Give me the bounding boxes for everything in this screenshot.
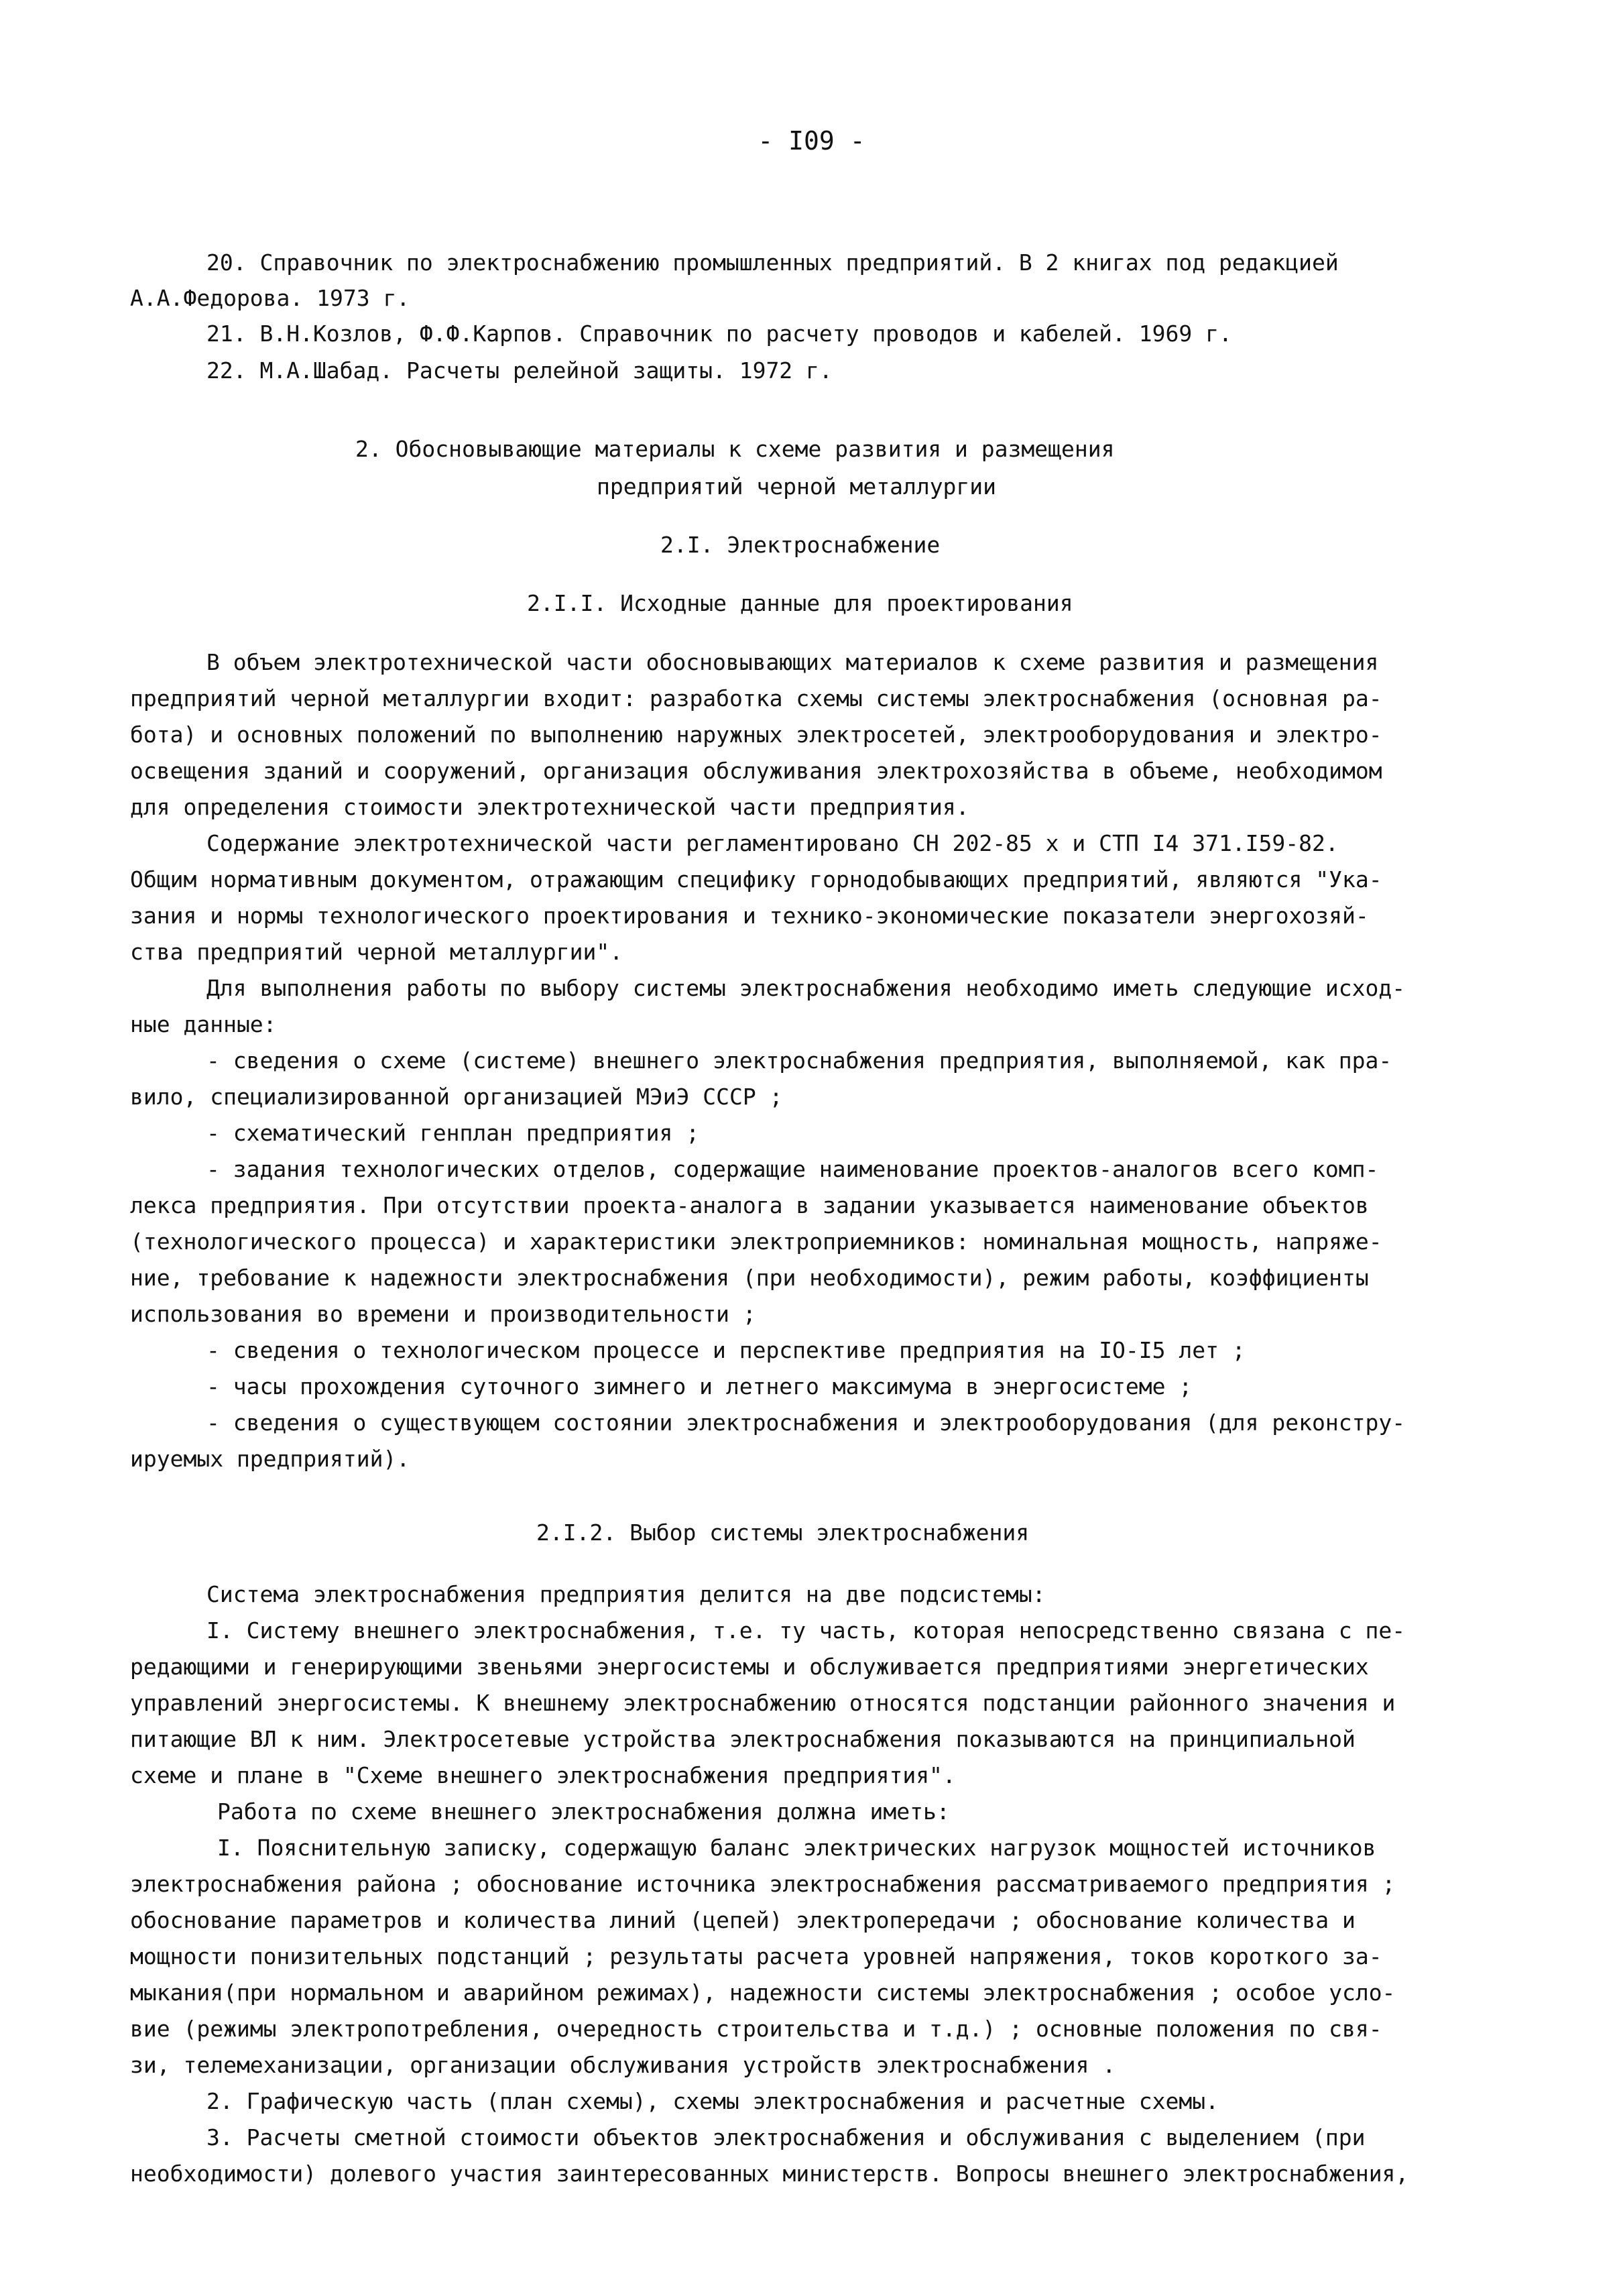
paragraph-line: освещения зданий и сооружений, организация обслуживания электрохозяйства в объеме, необходимом: [130, 758, 1382, 784]
paragraph-line: мощности понизительных подстанций ; результаты расчета уровней напряжения, токов короткого за-: [130, 1943, 1382, 1969]
paragraph-line: Для выполнения работы по выбору системы электроснабжения необходимо иметь следующие исход-: [206, 975, 1406, 1001]
paragraph-line: для определения стоимости электротехнической части предприятия.: [130, 794, 969, 820]
list-item-line: вило, специализированной организацией МЭиЭ СССР ;: [130, 1084, 783, 1110]
paragraph-line: вие (режимы электропотребления, очередность строительства и т.д.) ; основные положения по свя-: [130, 2016, 1382, 2042]
paragraph-line: электроснабжения района ; обоснование источника электроснабжения рассматриваемого предприятия ;: [130, 1871, 1396, 1897]
list-item-line: - сведения о существующем состоянии электроснабжения и электрооборудования (для реконстру-: [206, 1410, 1406, 1436]
list-item-line: - схематический генплан предприятия ;: [206, 1120, 700, 1146]
reference-21: 21. В.Н.Козлов, Ф.Ф.Карпов. Справочник по расчету проводов и кабелей. 1969 г.: [206, 321, 1232, 347]
list-item-line: лекса предприятия. При отсутствии проекта-аналога в задании указывается наименование объектов: [130, 1192, 1369, 1218]
paragraph-line: схеме и плане в "Схеме внешнего электроснабжения предприятия".: [130, 1762, 956, 1788]
subsubsection-title-1: 2.I.I. Исходные данные для проектирования: [527, 590, 1073, 616]
paragraph-line: Содержание электротехнической части регламентировано СН 202-85 x и СТП I4 371.I59-82.: [206, 830, 1339, 856]
section-title-line-1: 2. Обосновывающие материалы к схеме развития и размещения: [355, 436, 1115, 462]
list-item-line: - часы прохождения суточного зимнего и летнего максимума в энергосистеме ;: [206, 1373, 1193, 1399]
paragraph-line: ства предприятий черной металлургии".: [130, 939, 623, 965]
list-item-line: ируемых предприятий).: [130, 1446, 410, 1472]
section-title-line-2: предприятий черной металлургии: [597, 473, 997, 500]
paragraph-line: В объем электротехнической части обосновывающих материалов к схеме развития и размещения: [206, 649, 1379, 675]
paragraph-line: необходимости) долевого участия заинтересованных министерств. Вопросы внешнего электроснабжения,: [130, 2161, 1409, 2187]
paragraph-line: редающими и генерирующими звеньями энергосистемы и обслуживается предприятиями энергетических: [130, 1654, 1369, 1680]
list-item-line: ние, требование к надежности электроснабжения (при необходимости), режим работы, коэффициенты: [130, 1265, 1369, 1291]
list-item-line: - сведения о схеме (системе) внешнего электроснабжения предприятия, выполняемой, как пра-: [206, 1047, 1392, 1074]
list-item-line: использования во времени и производительности ;: [130, 1301, 756, 1327]
list-item-line: (технологического процесса) и характеристики электроприемников: номинальная мощность, напряже-: [130, 1228, 1382, 1255]
paragraph-line: 2. Графическую часть (план схемы), схемы электроснабжения и расчетные схемы.: [206, 2088, 1219, 2114]
paragraph-line: зания и нормы технологического проектирования и технико-экономические показатели энергохозяй-: [130, 903, 1369, 929]
subsubsection-title-2: 2.I.2. Выбор системы электроснабжения: [536, 1519, 1030, 1546]
paragraph-line: Общим нормативным документом, отражающим специфику горнодобывающих предприятий, являются "Ука-: [130, 866, 1382, 893]
paragraph-line: питающие ВЛ к ним. Электросетевые устройства электроснабжения показываются на принципиальной: [130, 1726, 1356, 1752]
paragraph-line: зи, телемеханизации, организации обслуживания устройств электроснабжения .: [130, 2052, 1116, 2078]
paragraph-line: I. Пояснительную записку, содержащую баланс электрических нагрузок мощностей источников: [217, 1835, 1376, 1861]
paragraph-line: мыкания(при нормальном и аварийном режимах), надежности системы электроснабжения ; особое усло-: [130, 1979, 1396, 2006]
list-item-line: - задания технологических отделов, содержащие наименование проектов-аналогов всего комп-: [206, 1156, 1379, 1182]
reference-20-line-2: А.А.Федорова. 1973 г.: [130, 285, 410, 311]
paragraph-line: предприятий черной металлургии входит: разработка схемы системы электроснабжения (основная ра-: [130, 685, 1382, 711]
list-item-line: - сведения о технологическом процессе и перспективе предприятия на IO-I5 лет ;: [206, 1337, 1246, 1363]
reference-20-line-1: 20. Справочник по электроснабжению промышленных предприятий. В 2 книгах под редакцией: [206, 249, 1339, 276]
paragraph-line: 3. Расчеты сметной стоимости объектов электроснабжения и обслуживания с выделением (при: [206, 2124, 1366, 2150]
paragraph-line: ные данные:: [130, 1011, 277, 1037]
paragraph-line: Система электроснабжения предприятия делится на две подсистемы:: [206, 1581, 1046, 1607]
reference-22: 22. М.А.Шабад. Расчеты релейной защиты. 1972 г.: [206, 357, 833, 384]
paragraph-line: бота) и основных положений по выполнению наружных электросетей, электрооборудования и электро-: [130, 722, 1382, 748]
paragraph-line: I. Систему внешнего электроснабжения, т.е. ту часть, которая непосредственно связана с пе-: [206, 1617, 1406, 1644]
page-number: - I09 -: [758, 126, 865, 156]
paragraph-line: Работа по схеме внешнего электроснабжения должна иметь:: [217, 1798, 950, 1825]
subsection-title: 2.I. Электроснабжение: [660, 532, 941, 558]
paragraph-line: обоснование параметров и количества линий (цепей) электропередачи ; обоснование количества и: [130, 1907, 1356, 1933]
paragraph-line: управлений энергосистемы. К внешнему электроснабжению относятся подстанции районного значения и: [130, 1690, 1396, 1716]
